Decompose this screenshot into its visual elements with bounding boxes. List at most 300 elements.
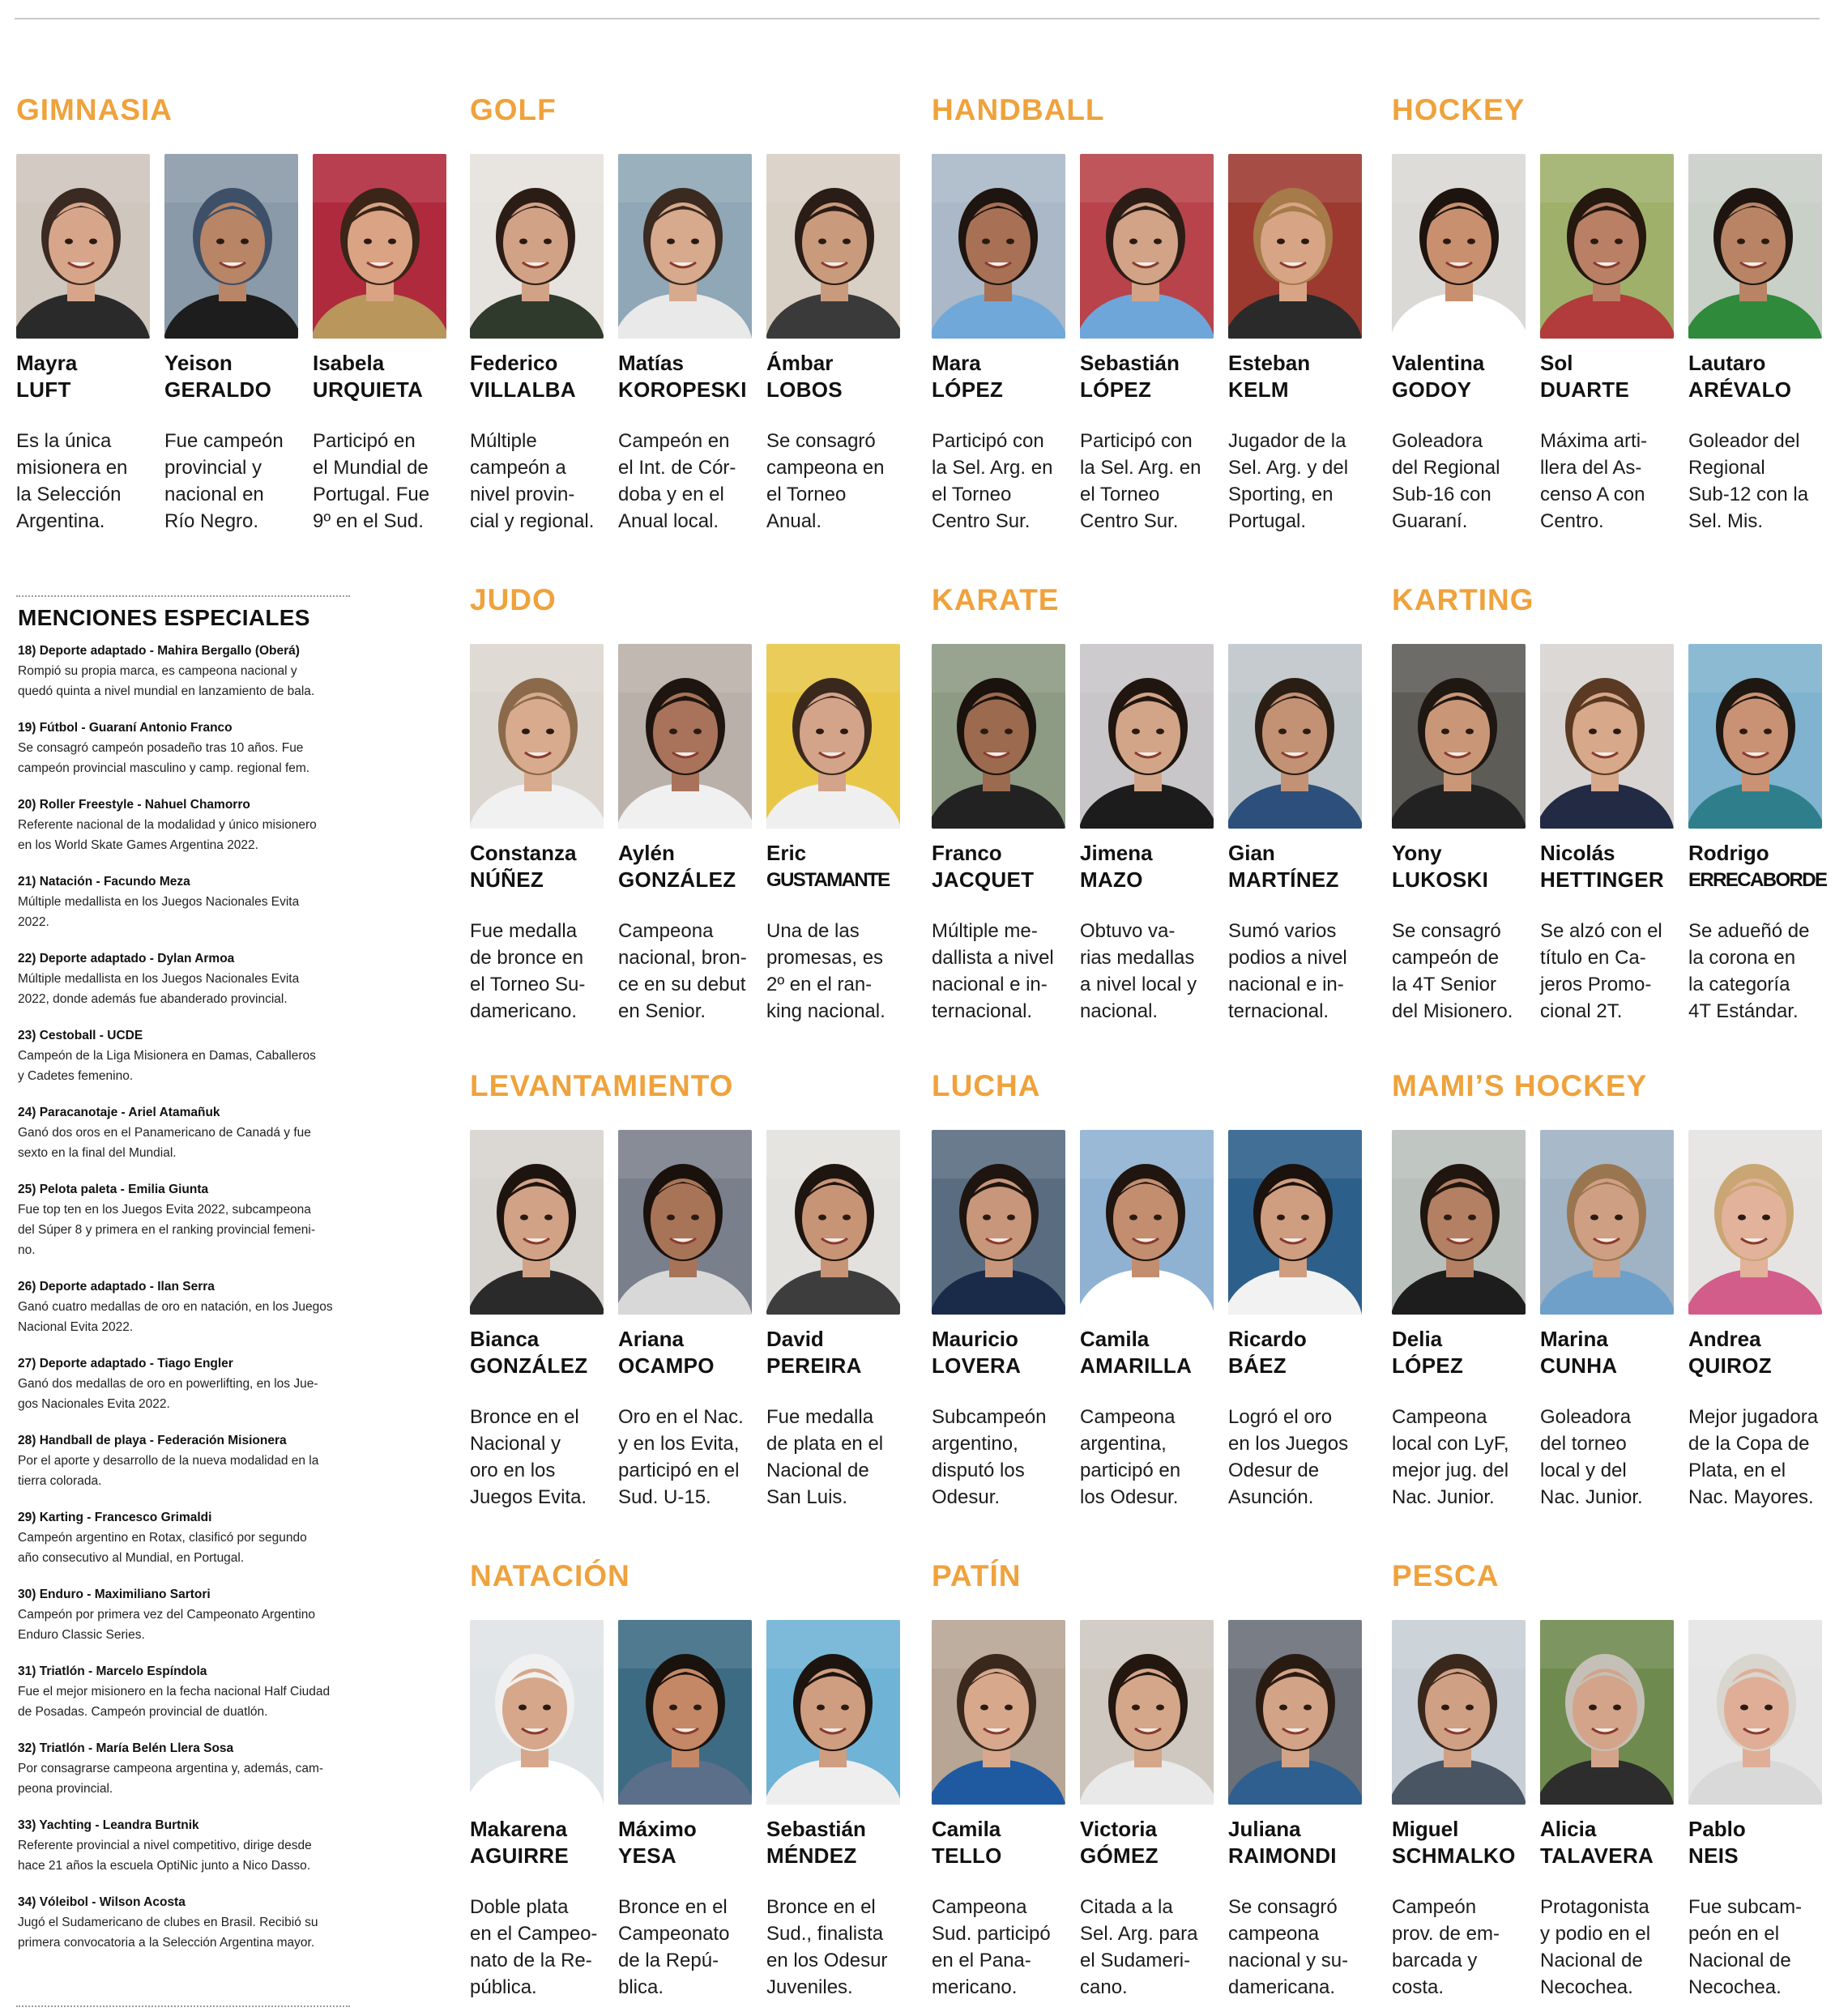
description-line: Nacional de (1540, 1950, 1643, 1971)
athlete-name (1688, 1326, 1826, 1379)
description-line: participó en el (618, 1460, 740, 1481)
description-line: y podio en el (1540, 1923, 1651, 1945)
athlete-description (1688, 1894, 1826, 2001)
athlete-photo (1540, 644, 1674, 829)
description-line: Participó en (313, 430, 416, 452)
description-line: Subcampeón (932, 1406, 1047, 1428)
mencion-text (18, 1297, 350, 1337)
description-line: Odesur. (932, 1486, 1001, 1508)
athlete-description (1540, 428, 1678, 535)
mencion-item (18, 948, 350, 1009)
athlete-photo (1228, 1130, 1362, 1315)
mencion-heading: 21) Natación - Facundo Meza (18, 875, 190, 889)
mencion-heading: 18) Deporte adaptado - Mahira Bergallo (Oberá) (18, 644, 300, 658)
athlete-photo (932, 644, 1065, 829)
description-line: Bronce en el (470, 1406, 579, 1428)
athlete-last-name: ARÉVALO (1688, 377, 1792, 402)
mencion-heading: 34) Vóleibol - Wilson Acosta (18, 1895, 186, 1909)
athlete-card (1688, 1130, 1826, 1511)
description-line: Citada a la (1080, 1896, 1173, 1918)
athlete-card (1540, 644, 1678, 1025)
description-line: provincial y (164, 457, 262, 479)
athlete-last-name: TELLO (932, 1843, 1002, 1868)
mencion-text-line: Ganó cuatro medallas de oro en natación, en los Juegos (18, 1300, 333, 1314)
athlete-photo (16, 154, 150, 339)
athlete-card (766, 1130, 904, 1511)
mencion-heading: 22) Deporte adaptado - Dylan Armoa (18, 952, 235, 965)
description-line: nacional. (1080, 1000, 1159, 1022)
athlete-description (1392, 1894, 1530, 2001)
description-line: Sud., finalista (766, 1923, 884, 1945)
athlete-description (1392, 918, 1530, 1025)
athlete-card (1228, 154, 1366, 535)
description-line: Campeón (1392, 1896, 1477, 1918)
mencion-text-line: año consecutivo al Mundial, en Portugal. (18, 1551, 245, 1565)
mencion-text (18, 1681, 350, 1722)
athlete-first-name: Ámbar (766, 351, 834, 375)
description-line: Oro en el Nac. (618, 1406, 744, 1428)
athlete-name (766, 1326, 904, 1379)
athlete-card (1392, 154, 1530, 535)
description-line: Sub-12 con la (1688, 484, 1809, 505)
athlete-name (313, 350, 450, 403)
athlete-name (1540, 1816, 1678, 1869)
description-line: Se alzó con el (1540, 920, 1662, 942)
description-line: campeona en (766, 457, 885, 479)
athlete-last-name: LUFT (16, 377, 71, 402)
athlete-card (470, 1620, 608, 2001)
description-line: nacional e in- (1228, 974, 1344, 995)
mencion-item (18, 1025, 350, 1086)
description-line: Sporting, en (1228, 484, 1334, 505)
athlete-card (16, 154, 154, 535)
athlete-description (932, 918, 1069, 1025)
athlete-description (932, 428, 1069, 535)
athlete-photo (618, 154, 752, 339)
athlete-card (618, 1620, 756, 2001)
athlete-card (766, 154, 904, 535)
athlete-photo (766, 644, 900, 829)
athlete-photo (1392, 644, 1526, 829)
description-line: Campeonato (618, 1923, 730, 1945)
mencion-item (18, 1892, 350, 1953)
description-line: Campeona (618, 920, 714, 942)
description-line: Sumó varios (1228, 920, 1337, 942)
athlete-description (1080, 1404, 1218, 1511)
athlete-name (1392, 840, 1530, 893)
description-line: Campeona (932, 1896, 1027, 1918)
athlete-name (932, 1326, 1069, 1379)
mencion-text-line: peona provincial. (18, 1782, 113, 1796)
athlete-first-name: Federico (470, 351, 558, 375)
mencion-text-line: gos Nacionales Evita 2022. (18, 1397, 170, 1411)
mencion-text-line: Ganó dos oros en el Panamericano de Canadá y fue (18, 1126, 311, 1140)
description-line: nacional en (164, 484, 264, 505)
athlete-description (1228, 918, 1366, 1025)
athlete-last-name: MAZO (1080, 867, 1143, 892)
athlete-card (1688, 644, 1826, 1025)
athlete-photo (1080, 1620, 1214, 1805)
athlete-card (1540, 1130, 1678, 1511)
description-line: 2º en el ran- (766, 974, 873, 995)
athlete-first-name: Camila (1080, 1327, 1150, 1351)
athlete-photo (1688, 1130, 1822, 1315)
athlete-photo (470, 644, 604, 829)
athlete-card (932, 1130, 1069, 1511)
sport-title: HANDBALL (932, 93, 1105, 126)
top-rule (15, 18, 1820, 19)
athlete-description (16, 428, 154, 535)
athlete-name (932, 1816, 1069, 1869)
athlete-name (618, 1816, 756, 1869)
mencion-text-line: Múltiple medallista en los Juegos Nacionales Evita (18, 972, 300, 986)
mencion-text (18, 815, 350, 855)
athlete-name (1392, 1326, 1530, 1379)
description-line: Obtuvo va- (1080, 920, 1176, 942)
athlete-name (1688, 840, 1826, 893)
description-line: 9º en el Sud. (313, 510, 424, 532)
description-line: la corona en (1688, 947, 1796, 969)
description-line: en los Odesur (766, 1950, 888, 1971)
mencion-item (18, 1738, 350, 1799)
athlete-card (766, 1620, 904, 2001)
description-line: Portugal. Fue (313, 484, 430, 505)
description-line: de bronce en (470, 947, 584, 969)
description-line: Máxima arti- (1540, 430, 1648, 452)
athlete-first-name: Ariana (618, 1327, 684, 1351)
athlete-description (1392, 428, 1530, 535)
description-line: Nacional de (1688, 1950, 1791, 1971)
mencion-text-line: tierra colorada. (18, 1474, 102, 1488)
athlete-last-name: QUIROZ (1688, 1353, 1772, 1378)
mencion-text-line: de Posadas. Campeón provincial de duatlón. (18, 1705, 268, 1719)
description-line: Campeona (1080, 1406, 1176, 1428)
athlete-first-name: Eric (766, 841, 807, 865)
description-line: Sel. Arg. para (1080, 1923, 1198, 1945)
mencion-text-line: Se consagró campeón posadeño tras 10 años. Fue (18, 741, 304, 755)
description-line: Una de las (766, 920, 860, 942)
description-line: argentina, (1080, 1433, 1167, 1455)
athlete-last-name: AMARILLA (1080, 1353, 1193, 1378)
description-line: participó en (1080, 1460, 1181, 1481)
sport-title: MAMI’S HOCKEY (1392, 1069, 1648, 1102)
athlete-card (1392, 644, 1530, 1025)
mencion-item (18, 872, 350, 932)
description-line: Guaraní. (1392, 510, 1468, 532)
description-line: blica. (618, 1976, 664, 1998)
mencion-text (18, 661, 350, 701)
mencion-text-line: Fue el mejor misionero en la fecha nacional Half Ciudad (18, 1685, 331, 1698)
mencion-text (18, 1374, 350, 1414)
menciones-especiales (16, 595, 350, 1969)
athlete-first-name: Ricardo (1228, 1327, 1307, 1351)
athlete-first-name: Makarena (470, 1817, 567, 1841)
description-line: Necochea. (1540, 1976, 1633, 1998)
athlete-description (618, 1894, 756, 2001)
athlete-first-name: Isabela (313, 351, 385, 375)
mencion-text-line: sexto en la final del Mundial. (18, 1146, 177, 1160)
description-line: Sud. participó (932, 1923, 1051, 1945)
athlete-name (1688, 1816, 1826, 1869)
description-line: la Sel. Arg. en (932, 457, 1053, 479)
mencion-text (18, 1835, 350, 1876)
description-line: disputó los (932, 1460, 1025, 1481)
description-line: nacional y su- (1228, 1950, 1349, 1971)
sport-title: GOLF (470, 93, 557, 126)
athlete-card (470, 154, 608, 535)
athlete-photo (1392, 1620, 1526, 1805)
athlete-card (618, 644, 756, 1025)
mencion-heading: 27) Deporte adaptado - Tiago Engler (18, 1357, 233, 1370)
mencion-text-line: Múltiple medallista en los Juegos Nacionales Evita (18, 895, 300, 909)
athlete-last-name: SCHMALKO (1392, 1843, 1516, 1868)
description-line: Juveniles. (766, 1976, 853, 1998)
mencion-text (18, 969, 350, 1009)
description-line: y en los Evita, (618, 1433, 740, 1455)
description-line: campeona (1228, 1923, 1320, 1945)
mencion-text-line: Rompió su propia marca, es campeona nacional y (18, 664, 297, 678)
mencion-item (18, 1179, 350, 1260)
sport-title: KARTING (1392, 583, 1534, 616)
athlete-last-name: HETTINGER (1540, 867, 1664, 892)
mencion-item (18, 1507, 350, 1568)
athlete-photo (470, 1130, 604, 1315)
description-line: Anual local. (618, 510, 719, 532)
sport-title: HOCKEY (1392, 93, 1526, 126)
athlete-first-name: Matías (618, 351, 684, 375)
description-line: Logró el oro (1228, 1406, 1333, 1428)
description-line: de la Copa de (1688, 1433, 1810, 1455)
description-line: Bronce en el (618, 1896, 728, 1918)
athlete-description (1688, 1404, 1826, 1511)
athlete-card (618, 154, 756, 535)
athlete-photo (766, 154, 900, 339)
mencion-text (18, 1123, 350, 1163)
athlete-description (766, 1894, 904, 2001)
description-line: Se consagró (1228, 1896, 1338, 1918)
description-line: Asunción. (1228, 1486, 1314, 1508)
athlete-photo (1080, 1130, 1214, 1315)
description-line: local con LyF, (1392, 1433, 1509, 1455)
athlete-first-name: Jimena (1080, 841, 1153, 865)
athlete-card (618, 1130, 756, 1511)
athlete-photo (1228, 644, 1362, 829)
description-line: Se consagró (766, 430, 876, 452)
athlete-photo (766, 1130, 900, 1315)
description-line: en el Pana- (932, 1950, 1031, 1971)
description-line: Río Negro. (164, 510, 259, 532)
menciones-divider (16, 595, 350, 597)
athlete-card (1540, 154, 1678, 535)
athlete-first-name: Yeison (164, 351, 233, 375)
athlete-card (1080, 1130, 1218, 1511)
athlete-description (932, 1894, 1069, 2001)
athlete-first-name: Constanza (470, 841, 577, 865)
athlete-first-name: David (766, 1327, 824, 1351)
athlete-photo (164, 154, 298, 339)
athlete-card (1228, 644, 1366, 1025)
athlete-last-name: BÁEZ (1228, 1353, 1287, 1378)
description-line: de plata en el (766, 1433, 884, 1455)
athlete-photo (1688, 1620, 1822, 1805)
description-line: Goleadora (1392, 430, 1483, 452)
athlete-name (618, 1326, 756, 1379)
athlete-photo (1688, 154, 1822, 339)
athlete-description (1228, 1894, 1366, 2001)
mencion-text (18, 1758, 350, 1799)
athlete-description (1392, 1404, 1530, 1511)
athlete-first-name: Andrea (1688, 1327, 1761, 1351)
athlete-name (470, 1816, 608, 1869)
athlete-photo (766, 1620, 900, 1805)
mencion-heading: 32) Triatlón - María Belén Llera Sosa (18, 1741, 234, 1755)
athlete-last-name: URQUIETA (313, 377, 424, 402)
description-line: cional 2T. (1540, 1000, 1623, 1022)
description-line: promesas, es (766, 947, 884, 969)
mencion-item (18, 1353, 350, 1414)
athlete-last-name: YESA (618, 1843, 677, 1868)
athlete-last-name: NEIS (1688, 1843, 1739, 1868)
mencion-text (18, 1046, 350, 1086)
athlete-last-name: GERALDO (164, 377, 272, 402)
mencion-item (18, 1430, 350, 1491)
athlete-photo (1080, 154, 1214, 339)
athlete-name (1392, 1816, 1530, 1869)
athlete-photo (1080, 644, 1214, 829)
athlete-description (1540, 918, 1678, 1025)
description-line: el Mundial de (313, 457, 429, 479)
description-line: los Odesur. (1080, 1486, 1179, 1508)
description-line: en los Juegos (1228, 1433, 1349, 1455)
description-line: damericana. (1228, 1976, 1336, 1998)
athlete-first-name: Aylén (618, 841, 675, 865)
athlete-first-name: Sebastián (766, 1817, 866, 1841)
mencion-text (18, 1200, 350, 1260)
athlete-name (618, 840, 756, 893)
description-line: mericano. (932, 1976, 1018, 1998)
athlete-first-name: Sol (1540, 351, 1573, 375)
athlete-first-name: Mayra (16, 351, 78, 375)
athlete-last-name: GODOY (1392, 377, 1472, 402)
mencion-item (18, 1815, 350, 1876)
mencion-heading: 30) Enduro - Maximiliano Sartori (18, 1588, 211, 1601)
description-line: Goleador del (1688, 430, 1800, 452)
description-line: ternacional. (1228, 1000, 1329, 1022)
description-line: argentino, (932, 1433, 1018, 1455)
description-line: pública. (470, 1976, 537, 1998)
athlete-photo (618, 1620, 752, 1805)
athlete-photo (313, 154, 446, 339)
athlete-description (932, 1404, 1069, 1511)
description-line: Múltiple (470, 430, 537, 452)
athlete-name (932, 840, 1069, 893)
athlete-first-name: Bianca (470, 1327, 540, 1351)
sport-title: GIMNASIA (16, 93, 173, 126)
description-line: la categoría (1688, 974, 1790, 995)
athlete-card (470, 644, 608, 1025)
description-line: de la Repú- (618, 1950, 719, 1971)
description-line: a nivel local y (1080, 974, 1197, 995)
athlete-last-name: VILLALBA (470, 377, 576, 402)
athlete-description (766, 1404, 904, 1511)
athlete-first-name: Esteban (1228, 351, 1311, 375)
description-line: misionera en (16, 457, 128, 479)
athlete-name (470, 840, 608, 893)
athlete-photo (932, 1620, 1065, 1805)
athlete-first-name: Nicolás (1540, 841, 1615, 865)
athlete-first-name: Alicia (1540, 1817, 1597, 1841)
mencion-heading: 19) Fútbol - Guaraní Antonio Franco (18, 721, 233, 735)
mencion-text-line: Referente nacional de la modalidad y único misionero (18, 818, 317, 832)
athlete-name (16, 350, 154, 403)
athlete-last-name: NÚÑEZ (470, 867, 544, 892)
description-line: del Regional (1392, 457, 1500, 479)
description-line: nivel provin- (470, 484, 575, 505)
description-line: campeón de (1392, 947, 1500, 969)
athlete-description (470, 428, 608, 535)
athlete-description (1228, 1404, 1366, 1511)
athlete-first-name: Máximo (618, 1817, 697, 1841)
sport-title: LEVANTAMIENTO (470, 1069, 734, 1102)
mencion-item (18, 1584, 350, 1645)
description-line: el Torneo Su- (470, 974, 586, 995)
mencion-text-line: campeón provincial masculino y camp. regional fem. (18, 761, 310, 775)
description-line: el Sudameri- (1080, 1950, 1191, 1971)
athlete-photo (1228, 154, 1362, 339)
athlete-last-name: KOROPESKI (618, 377, 747, 402)
description-line: Participó con (932, 430, 1044, 452)
athlete-name (1080, 840, 1218, 893)
description-line: dallista a nivel (932, 947, 1054, 969)
description-line: Fue campeón (164, 430, 284, 452)
mencion-text-line: Por el aporte y desarrollo de la nueva modalidad en la (18, 1454, 319, 1468)
menciones-bottom-divider (16, 2005, 350, 2007)
description-line: Jugador de la (1228, 430, 1346, 452)
athlete-name (766, 840, 904, 893)
athlete-last-name: JACQUET (932, 867, 1035, 892)
athlete-first-name: Mauricio (932, 1327, 1018, 1351)
athlete-first-name: Juliana (1228, 1817, 1301, 1841)
description-line: ternacional. (932, 1000, 1033, 1022)
description-line: ce en su debut (618, 974, 746, 995)
description-line: título en Ca- (1540, 947, 1646, 969)
athlete-name (932, 350, 1069, 403)
description-line: cial y regional. (470, 510, 595, 532)
athlete-description (1080, 918, 1218, 1025)
athlete-card (1228, 1130, 1366, 1511)
athlete-last-name: OCAMPO (618, 1353, 715, 1378)
athlete-first-name: Sebastián (1080, 351, 1180, 375)
athlete-description (470, 1404, 608, 1511)
mencion-item (18, 1277, 350, 1337)
description-line: nacional, bron- (618, 947, 747, 969)
athlete-card (470, 1130, 608, 1511)
athlete-name (1392, 350, 1530, 403)
athlete-description (618, 428, 756, 535)
mencion-heading: 31) Triatlón - Marcelo Espíndola (18, 1664, 207, 1678)
mencion-item (18, 795, 350, 855)
mencion-heading: 28) Handball de playa - Federación Misionera (18, 1434, 287, 1447)
athlete-photo (618, 644, 752, 829)
athlete-name (618, 350, 756, 403)
description-line: llera del As- (1540, 457, 1642, 479)
athlete-description (618, 918, 756, 1025)
athlete-card (164, 154, 302, 535)
mencion-text-line: Jugó el Sudamericano de clubes en Brasil. Recibió su (18, 1916, 318, 1929)
athlete-card (766, 644, 904, 1025)
description-line: nacional e in- (932, 974, 1048, 995)
athlete-name (1540, 840, 1678, 893)
